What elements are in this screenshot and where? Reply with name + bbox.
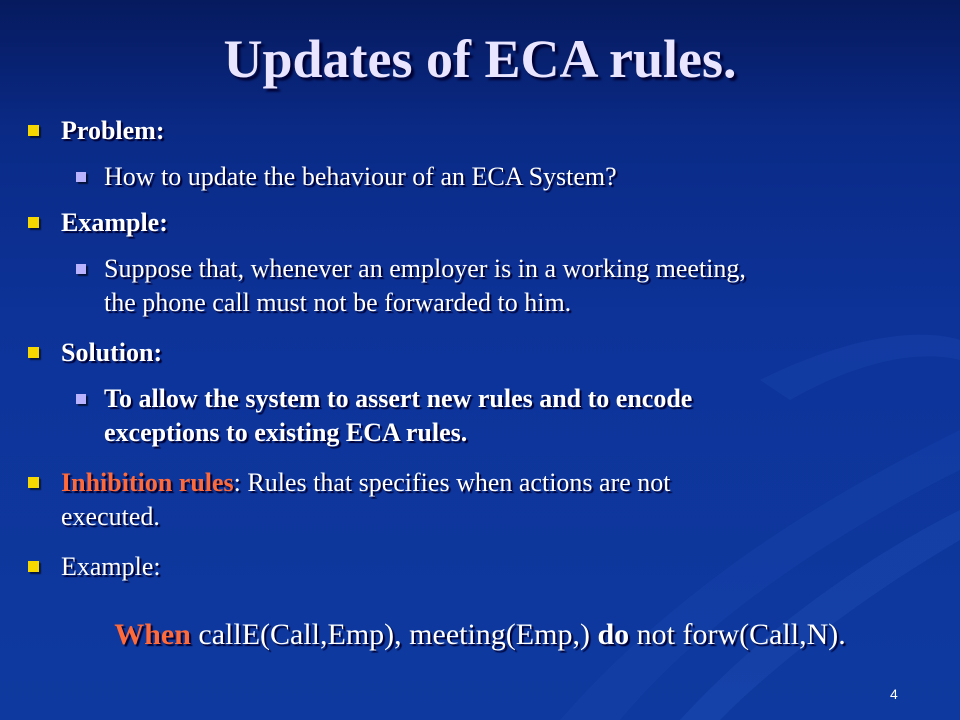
square-bullet-icon — [28, 477, 39, 488]
example-text — [104, 252, 746, 320]
rule-action: not forw(Call,N). — [629, 618, 846, 651]
rule-do-keyword: do — [597, 618, 630, 651]
inhibition-text-line2: executed. — [61, 502, 160, 531]
square-bullet-icon — [28, 217, 39, 228]
square-bullet-icon — [28, 125, 39, 136]
bullet-example — [28, 206, 168, 240]
slide-title: Updates of ECA rules. — [223, 29, 737, 89]
inhibition-text — [61, 466, 671, 534]
page-number: 4 — [890, 686, 898, 702]
inhibition-text-line1: : Rules that specifies when actions are not — [233, 468, 671, 497]
sub-bullet-example — [76, 252, 746, 320]
rule-condition: callE(Call,Emp), meeting(Emp,) — [190, 618, 598, 651]
square-bullet-icon — [28, 347, 39, 358]
example-label: Example: — [61, 208, 168, 237]
square-bullet-icon — [76, 264, 86, 274]
example2-label: Example: — [61, 552, 161, 581]
square-bullet-icon — [28, 561, 39, 572]
solution-text-line1: To allow the system to assert new rules and to encode — [104, 384, 693, 413]
example-text-line2: the phone call must not be forwarded to him. — [104, 288, 572, 317]
problem-text: How to update the behaviour of an ECA System? — [104, 162, 617, 191]
bullet-inhibition — [28, 466, 671, 534]
solution-text — [104, 382, 692, 450]
rule-example — [0, 618, 960, 652]
bullet-problem — [28, 114, 165, 148]
inhibition-term: Inhibition rules — [61, 468, 234, 497]
rule-when-keyword: When — [114, 618, 191, 651]
bullet-example2 — [28, 550, 161, 584]
sub-bullet-solution — [76, 382, 692, 450]
bullet-solution — [28, 336, 162, 370]
problem-label: Problem: — [61, 116, 165, 145]
square-bullet-icon — [76, 394, 86, 404]
solution-text-line2: exceptions to existing ECA rules. — [104, 418, 468, 447]
example-text-line1: Suppose that, whenever an employer is in a working meeting, — [104, 254, 746, 283]
sub-bullet-problem — [76, 160, 617, 194]
solution-label: Solution: — [61, 338, 163, 367]
square-bullet-icon — [76, 172, 86, 182]
